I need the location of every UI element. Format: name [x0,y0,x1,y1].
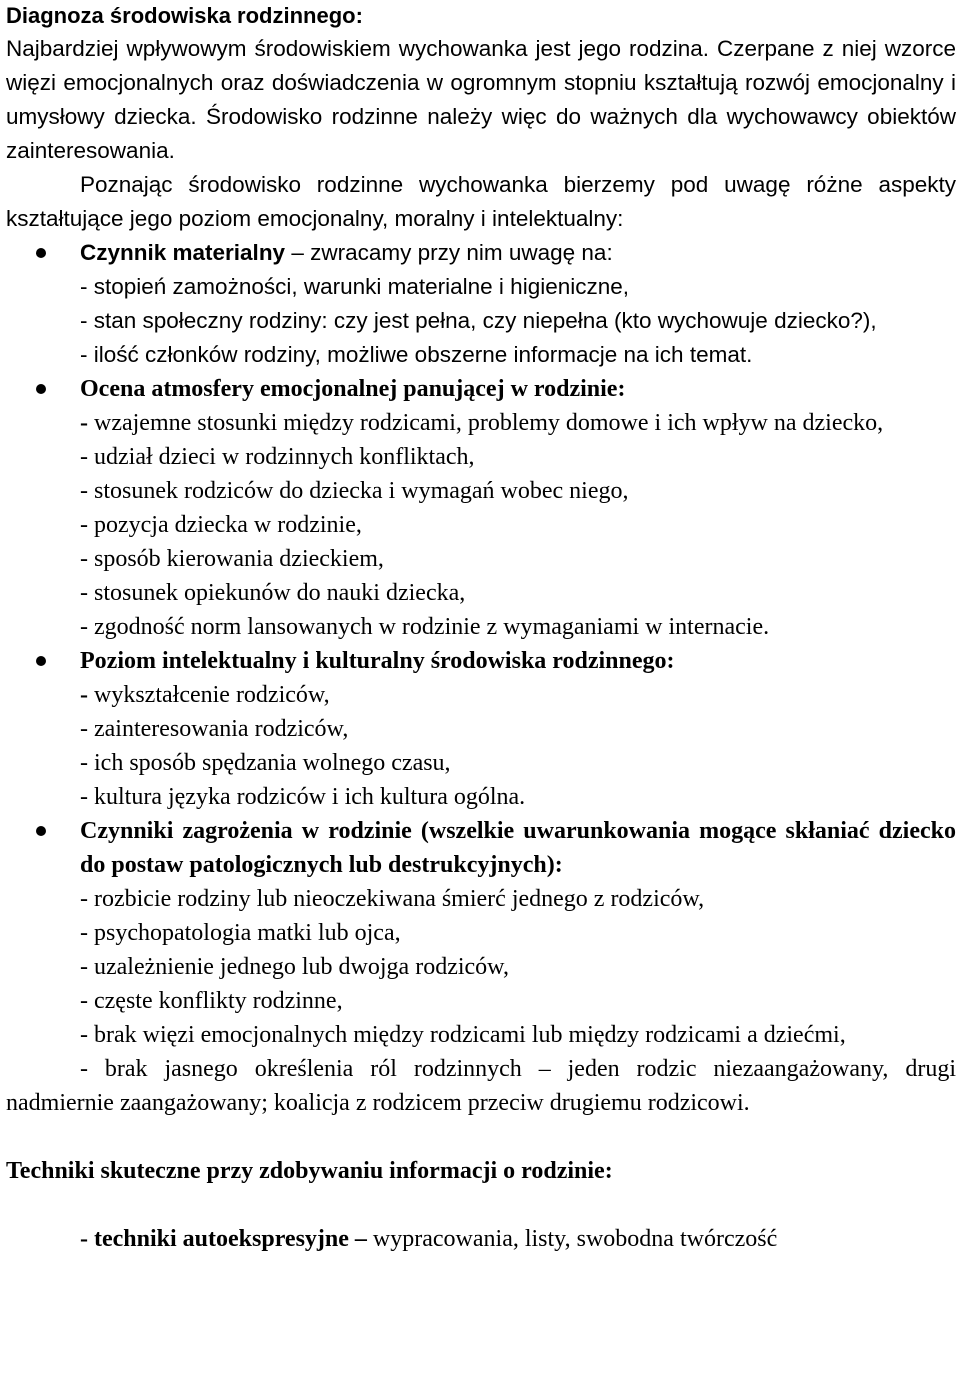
techniques-title: Techniki skuteczne przy zdobywaniu informacji o rodzinie: [6,1158,613,1184]
bullet-risk-factors [6,814,956,1052]
bullet-icon [36,384,46,394]
list-item: - sposób kierowania dzieckiem, [80,546,384,572]
document-page [6,0,956,1256]
list-dash: - [80,682,88,708]
list-dash: - [80,410,88,436]
list-item: - kultura języka rodziców i ich kultura ogólna. [80,784,526,810]
list-item [80,406,956,440]
list-item-text: wykształcenie rodziców, [88,682,330,708]
bullet-heading [80,236,956,270]
list-item: - brak więzi emocjonalnych między rodzicami lub między rodzicami a dziećmi, [80,1022,846,1048]
list-item [80,678,956,712]
spacer [6,1120,956,1154]
list-item: - stosunek opiekunów do nauki dziecka, [80,580,466,606]
list-item: - częste konflikty rodzinne, [80,988,343,1014]
technique-desc: wypracowania, listy, swobodna twórczość [366,1226,778,1252]
bullet-material-factor [6,236,956,372]
list-item-text: wzajemne stosunki między rodzicami, problemy domowe i ich wpływ na dziecko, [88,410,884,436]
bullet-heading: Ocena atmosfery emocjonalnej panującej w rodzinie: [80,376,626,402]
list-item: - stosunek rodziców do dziecka i wymagań wobec niego, [80,478,629,504]
bullet-icon [36,248,46,258]
list-item: - zgodność norm lansowanych w rodzinie z wymaganiami w internacie. [80,614,770,640]
list-item: - stopień zamożności, warunki materialne i higieniczne, [80,274,630,299]
spacer [6,1188,956,1222]
list-item: - stan społeczny rodziny: czy jest pełna, czy niepełna (kto wychowuje dziecko?), [80,308,877,333]
bullet-heading: Poziom intelektualny i kulturalny środowiska rodzinnego: [80,648,675,674]
intro-paragraph: Najbardziej wpływowym środowiskiem wychowanka jest jego rodzina. Czerpane z niej wzorce więzi emocjonalnych oraz doświadczenia w ogromnym stopniu kształtują rozwój emocjonalny i umysłowy dziecka. Środowisko rodzinne należy więc do ważnych dla wychowawcy obiektów zainteresowania. [6,36,956,163]
list-item: - rozbicie rodziny lub nieoczekiwana śmierć jednego z rodziców, [80,886,705,912]
bullet-icon [36,826,46,836]
technique-name: - techniki autoekspresyjne – [80,1226,367,1252]
list-item: - psychopatologia matki lub ojca, [80,920,401,946]
bullet-emotional-atmosphere [6,372,956,644]
list-item: - ich sposób spędzania wolnego czasu, [80,750,451,776]
list-item-last: - brak jasnego określenia ról rodzinnych – jeden rodzic niezaangażowany, drugi nadmiernie zaangażowany; koalicja z rodzicem przeciw drugiemu rodzicowi. [6,1056,956,1116]
bullet-heading-rest: – zwracamy przy nim uwagę na: [285,240,613,265]
bullet-heading: Czynniki zagrożenia w rodzinie (wszelkie uwarunkowania mogące skłaniać dziecko do postaw patologicznych lub destrukcyjnych): [80,818,956,878]
section-title: Diagnoza środowiska rodzinnego: [6,3,363,28]
bullet-intellectual-level [6,644,956,814]
list-item: - uzależnienie jednego lub dwojga rodziców, [80,954,509,980]
list-item: - pozycja dziecka w rodzinie, [80,512,362,538]
aspects-paragraph: Poznając środowisko rodzinne wychowanka bierzemy pod uwagę różne aspekty kształtujące jego poziom emocjonalny, moralny i intelektualny: [6,172,956,231]
list-item: - zainteresowania rodziców, [80,716,349,742]
bullet-icon [36,656,46,666]
list-item: - ilość członków rodziny, możliwe obszerne informacje na ich temat. [80,342,753,367]
bullet-heading-bold: Czynnik materialny [80,240,286,265]
list-item: - udział dzieci w rodzinnych konfliktach, [80,444,475,470]
technique-item [6,1222,956,1256]
